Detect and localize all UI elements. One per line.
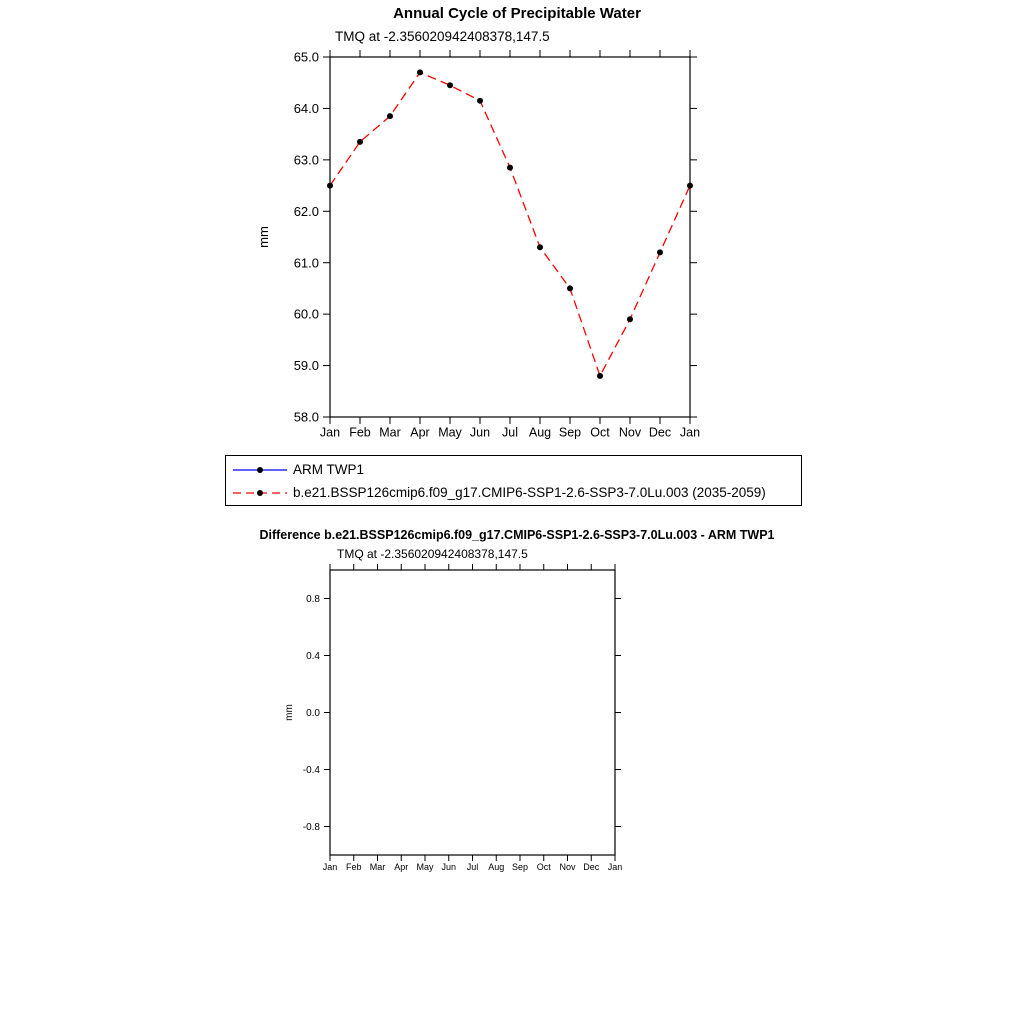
x-tick-label: May [416, 862, 434, 872]
x-tick-label: Aug [528, 425, 552, 440]
legend-item-arm-twp1 [232, 458, 801, 481]
x-tick-label: Jul [466, 862, 479, 872]
y-tick-label: 58.0 [293, 409, 319, 425]
plot-frame [330, 570, 615, 855]
data-point-marker [357, 139, 363, 145]
y-tick-label: 64.0 [293, 100, 319, 116]
data-point-marker [597, 373, 603, 379]
chart1-title: Annual Cycle of Precipitable Water [393, 5, 641, 22]
legend-label: b.e21.BSSP126cmip6.f09_g17.CMIP6-SSP1-2.6-SSP3-7.0Lu.003 (2035-2059) [293, 485, 766, 500]
difference-plot [0, 520, 1024, 910]
legend-line-sample-dashed-red [232, 485, 288, 501]
x-tick-label: Jan [322, 862, 338, 872]
legend-label: ARM TWP1 [293, 462, 365, 477]
x-tick-label: Jun [469, 425, 491, 440]
y-tick-label: 0.0 [306, 708, 320, 719]
legend-box [225, 455, 802, 506]
y-axis-label: mm [284, 704, 295, 721]
y-tick-label: 0.4 [306, 651, 320, 662]
legend-line-sample-solid-blue [232, 462, 288, 478]
chart1-subtitle: TMQ at -2.356020942408378,147.5 [335, 29, 550, 44]
x-tick-label: Mar [369, 862, 386, 872]
y-tick-label: -0.4 [302, 765, 320, 776]
x-tick-label: Jun [441, 862, 457, 872]
x-tick-label: Feb [349, 425, 371, 440]
x-tick-label: Apr [410, 425, 430, 440]
y-tick-label: 60.0 [293, 306, 319, 322]
y-axis-label: mm [256, 226, 271, 248]
legend-marker [257, 490, 263, 496]
x-tick-label: Feb [345, 862, 362, 872]
data-point-marker [327, 183, 333, 189]
chart2-title: Difference b.e21.BSSP126cmip6.f09_g17.CMIP6-SSP1-2.6-SSP3-7.0Lu.003 - ARM TWP1 [259, 528, 775, 542]
x-tick-label: Dec [583, 862, 600, 872]
x-tick-label: May [438, 425, 462, 440]
y-tick-label: -0.8 [302, 822, 320, 833]
plot-frame [330, 57, 690, 417]
data-point-marker [387, 113, 393, 119]
data-point-marker [567, 285, 573, 291]
x-tick-label: Oct [590, 425, 610, 440]
x-tick-label: Nov [559, 862, 576, 872]
data-point-marker [507, 165, 513, 171]
y-tick-label: 63.0 [293, 152, 319, 168]
data-point-marker [627, 316, 633, 322]
y-tick-label: 65.0 [293, 49, 319, 65]
x-tick-label: Nov [618, 425, 642, 440]
x-tick-label: Jan [679, 425, 701, 440]
annual-cycle-plot [0, 0, 1024, 460]
data-point-marker [687, 183, 693, 189]
x-tick-label: Sep [511, 862, 529, 872]
y-tick-label: 62.0 [293, 203, 319, 219]
x-tick-label: Oct [536, 862, 551, 872]
data-point-marker [657, 249, 663, 255]
x-tick-label: Jul [502, 425, 518, 440]
x-tick-label: Jan [607, 862, 623, 872]
chart2-subtitle: TMQ at -2.356020942408378,147.5 [337, 547, 528, 561]
data-point-marker [447, 82, 453, 88]
x-tick-label: Mar [379, 425, 401, 440]
y-tick-label: 59.0 [293, 358, 319, 374]
legend-item-model-case [232, 481, 801, 504]
x-tick-label: Jan [319, 425, 341, 440]
data-point-marker [477, 98, 483, 104]
data-point-marker [537, 244, 543, 250]
y-tick-label: 61.0 [293, 255, 319, 271]
x-tick-label: Dec [648, 425, 672, 440]
data-point-marker [417, 69, 423, 75]
x-tick-label: Apr [394, 862, 409, 872]
legend-marker [257, 467, 263, 473]
x-tick-label: Sep [558, 425, 582, 440]
y-tick-label: 0.8 [306, 594, 320, 605]
series-line [330, 72, 690, 375]
x-tick-label: Aug [488, 862, 505, 872]
